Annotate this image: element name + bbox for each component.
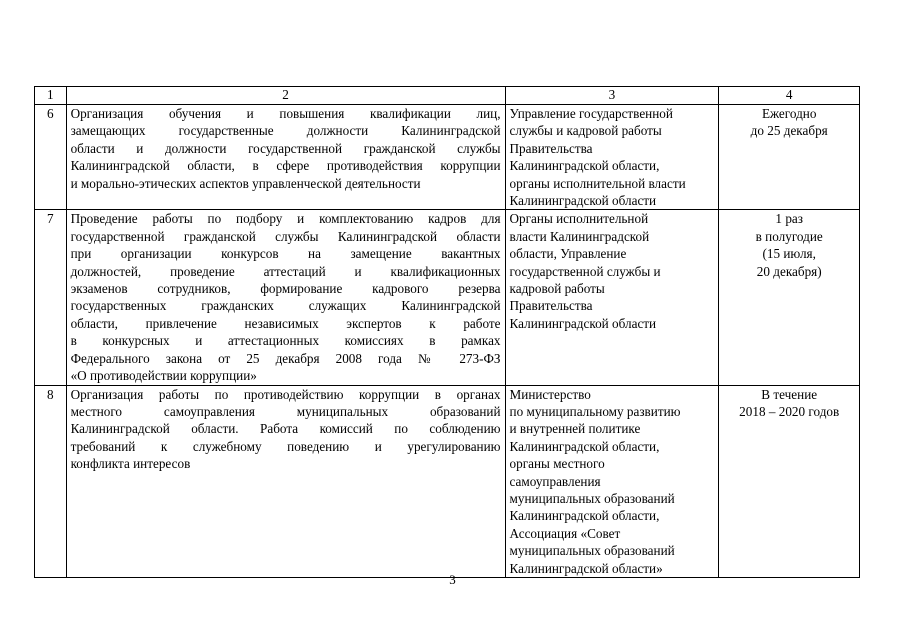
responsible-line: Министерство xyxy=(509,386,591,402)
description-line: местного самоуправления муниципальных образований xyxy=(70,403,501,419)
responsible-line: Калининградской области xyxy=(509,193,657,209)
row-number: 6 xyxy=(35,105,67,210)
column-number-4: 4 xyxy=(719,87,860,105)
row-number: 8 xyxy=(35,385,67,577)
responsible-line: Управление государственной xyxy=(509,106,673,121)
deadline-line: в полугодие xyxy=(755,228,823,244)
row-number: 7 xyxy=(35,210,67,385)
measures-table xyxy=(34,86,860,578)
table-row xyxy=(35,210,860,385)
description-line: Калининградской области. Работа комиссий по соблюдению xyxy=(70,421,501,437)
page-number: 3 xyxy=(449,572,456,587)
deadline-line: 20 декабря) xyxy=(756,263,822,279)
description-line: государственной гражданской службы Калининградской области xyxy=(70,228,501,244)
responsible-line: Калининградской области, xyxy=(509,158,660,174)
description-line: области и должности государственной гражданской службы xyxy=(70,140,501,156)
deadline-line: (15 июля, xyxy=(762,246,816,262)
table-row xyxy=(35,385,860,577)
responsible-line: муниципальных образований xyxy=(509,490,675,506)
description-line: Калининградской области, в сфере противодействия коррупции xyxy=(70,158,501,174)
deadline-line: Ежегодно xyxy=(761,106,817,121)
column-number-2: 2 xyxy=(66,87,505,105)
responsible-line: и внутренней политике xyxy=(509,421,641,437)
column-number-row xyxy=(35,87,860,105)
measure-description xyxy=(66,210,505,385)
description-line: замещающих государственные должности Калининградской xyxy=(70,123,501,139)
responsible-line: самоуправления xyxy=(509,473,601,489)
description-line: требований к служебному поведению и урегулированию xyxy=(70,438,501,454)
deadline xyxy=(719,385,860,577)
column-number-3: 3 xyxy=(505,87,719,105)
responsible-line: государственной службы и xyxy=(509,263,661,279)
description-line: конфликта интересов xyxy=(70,456,191,472)
responsible-line: муниципальных образований xyxy=(509,543,675,559)
responsible-parties xyxy=(505,210,719,385)
responsible-line: по муниципальному развитию xyxy=(509,403,681,419)
measure-description xyxy=(66,385,505,577)
responsible-line: Органы исполнительной xyxy=(509,211,649,227)
description-line: «О противодействии коррупции» xyxy=(70,368,257,384)
responsible-parties xyxy=(505,385,719,577)
description-line: экзаменов сотрудников, формирование кадрового резерва xyxy=(70,281,501,297)
deadline-line: до 25 декабря xyxy=(750,123,828,139)
deadline xyxy=(719,105,860,210)
deadline-line: В течение xyxy=(761,386,818,402)
responsible-line: Ассоциация «Совет xyxy=(509,525,621,541)
description-line: государственных гражданских служащих Калининградской xyxy=(70,298,501,314)
responsible-line: органы местного xyxy=(509,456,605,472)
measure-description xyxy=(66,105,505,210)
responsible-line: области, Управление xyxy=(509,246,627,262)
responsible-line: Калининградской области» xyxy=(509,560,663,576)
responsible-line: кадровой работы xyxy=(509,281,605,297)
responsible-line: Правительства xyxy=(509,140,593,156)
responsible-line: Калининградской области, xyxy=(509,508,660,524)
deadline-line: 1 раз xyxy=(775,211,803,227)
description-line: Федерального закона от 25 декабря 2008 года № 273-ФЗ xyxy=(70,350,501,366)
responsible-parties xyxy=(505,105,719,210)
description-line: и морально-этических аспектов управленческой деятельности xyxy=(70,175,421,191)
description-line: при организации конкурсов на замещение вакантных xyxy=(70,246,501,262)
responsible-line: Калининградской области xyxy=(509,315,657,331)
description-line: в конкурсных и аттестационных комиссиях в рамках xyxy=(70,333,501,349)
column-number-1: 1 xyxy=(35,87,67,105)
description-line: Проведение работы по подбору и комплектованию кадров для xyxy=(70,211,501,227)
deadline-line: 2018 – 2020 годов xyxy=(739,403,840,419)
responsible-line: службы и кадровой работы xyxy=(509,123,662,139)
responsible-line: Правительства xyxy=(509,298,593,314)
responsible-line: органы исполнительной власти xyxy=(509,175,686,191)
description-line: Организация обучения и повышения квалификации лиц, xyxy=(70,106,501,121)
description-line: должностей, проведение аттестаций и квалификационных xyxy=(70,263,501,279)
responsible-line: власти Калининградской xyxy=(509,228,650,244)
deadline xyxy=(719,210,860,385)
table-row xyxy=(35,105,860,210)
description-line: области, привлечение независимых экспертов к работе xyxy=(70,315,501,331)
description-line: Организация работы по противодействию коррупции в органах xyxy=(70,386,501,402)
responsible-line: Калининградской области, xyxy=(509,438,660,454)
